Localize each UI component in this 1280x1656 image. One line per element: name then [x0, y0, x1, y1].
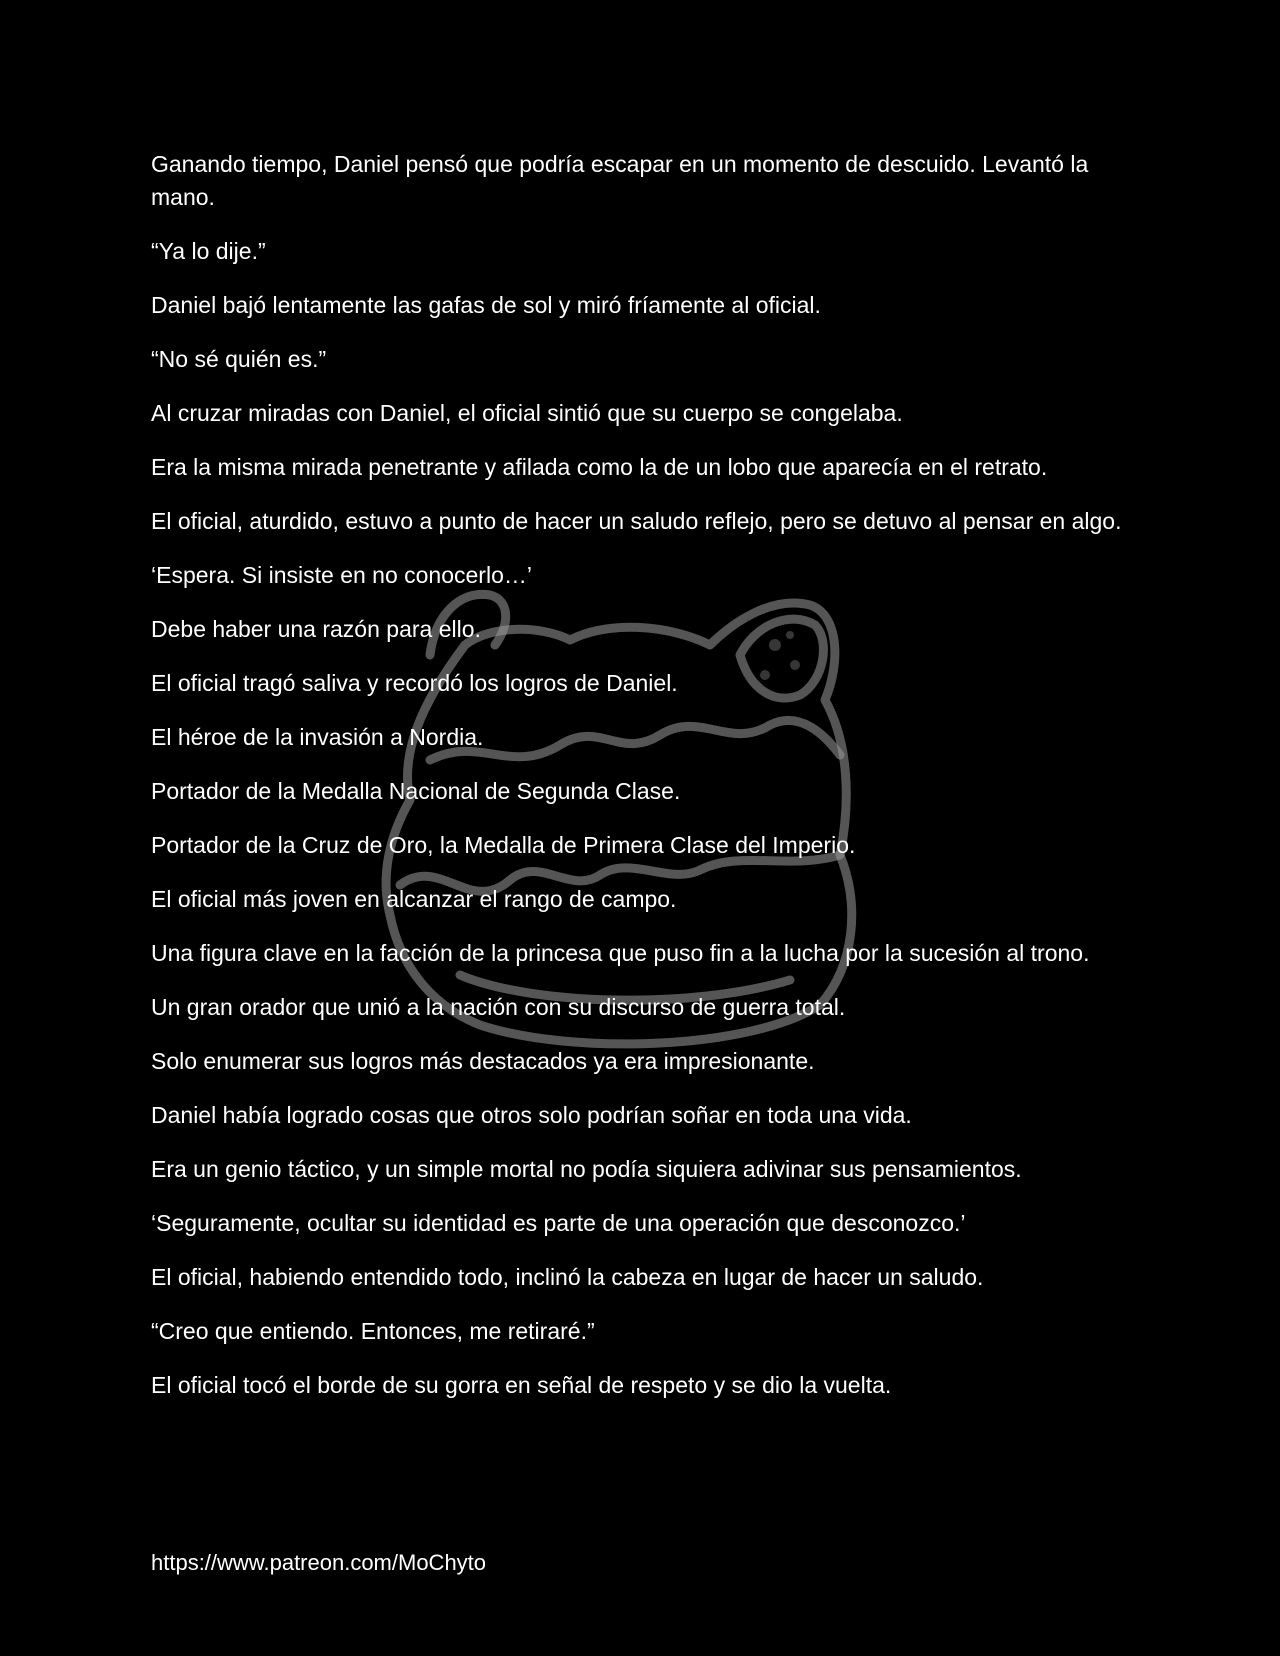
paragraph: Era un genio táctico, y un simple mortal no podía siquiera adivinar sus pensamientos. [151, 1156, 1022, 1182]
paragraph: Daniel bajó lentamente las gafas de sol y miró fríamente al oficial. [151, 292, 821, 318]
paragraph: Solo enumerar sus logros más destacados ya era impresionante. [151, 1048, 815, 1074]
paragraph: Un gran orador que unió a la nación con su discurso de guerra total. [151, 994, 846, 1020]
paragraph: ‘Espera. Si insiste en no conocerlo…’ [151, 562, 532, 588]
paragraph: El héroe de la invasión a Nordia. [151, 724, 484, 750]
paragraph: El oficial tragó saliva y recordó los logros de Daniel. [151, 670, 678, 696]
paragraph: ‘Seguramente, ocultar su identidad es parte de una operación que desconozco.’ [151, 1210, 966, 1236]
paragraph: Era la misma mirada penetrante y afilada como la de un lobo que aparecía en el retrato. [151, 454, 1048, 480]
paragraph: Portador de la Medalla Nacional de Segunda Clase. [151, 778, 681, 804]
paragraph: El oficial, aturdido, estuvo a punto de hacer un saludo reflejo, pero se detuvo al pensar en algo. [151, 508, 1122, 534]
paragraph: Debe haber una razón para ello. [151, 616, 481, 642]
paragraph: El oficial más joven en alcanzar el rango de campo. [151, 886, 677, 912]
paragraph: Al cruzar miradas con Daniel, el oficial sintió que su cuerpo se congelaba. [151, 400, 903, 426]
paragraph: El oficial, habiendo entendido todo, inclinó la cabeza en lugar de hacer un saludo. [151, 1264, 984, 1290]
story-text [151, 148, 1141, 1423]
paragraph: “No sé quién es.” [151, 346, 327, 372]
paragraph: El oficial tocó el borde de su gorra en señal de respeto y se dio la vuelta. [151, 1372, 892, 1398]
paragraph: Daniel había logrado cosas que otros solo podrían soñar en toda una vida. [151, 1102, 912, 1128]
paragraph: “Ya lo dije.” [151, 238, 266, 264]
paragraph: “Creo que entiendo. Entonces, me retiraré.” [151, 1318, 595, 1344]
paragraph: Una figura clave en la facción de la princesa que puso fin a la lucha por la sucesión al trono. [151, 940, 1090, 966]
paragraph: Ganando tiempo, Daniel pensó que podría escapar en un momento de descuido. Levantó la mano. [151, 151, 1089, 210]
paragraph: Portador de la Cruz de Oro, la Medalla de Primera Clase del Imperio. [151, 832, 856, 858]
patreon-link[interactable]: https://www.patreon.com/MoChyto [151, 1550, 487, 1575]
